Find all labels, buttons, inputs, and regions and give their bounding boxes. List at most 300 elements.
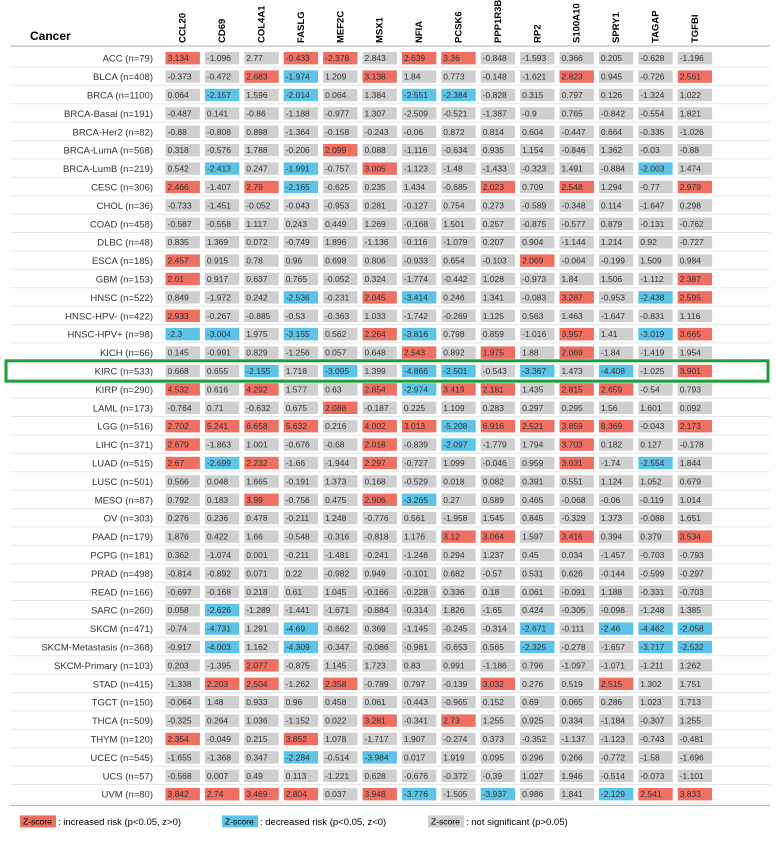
cell-value: 2.979 (679, 182, 701, 192)
cancer-label: KIRP (n=290) (95, 384, 153, 396)
cell-value: 1.014 (679, 494, 701, 505)
cell-value: -1.211 (640, 660, 664, 671)
gene-header: PCSK6 (453, 11, 465, 43)
cell-value: 0.27 (443, 494, 460, 505)
cell-value: -0.269 (443, 310, 468, 321)
cell-value: -1.123 (600, 734, 626, 744)
cell-value: -4.731 (206, 623, 232, 634)
cell-value: -0.828 (482, 90, 507, 100)
cell-value: 0.257 (482, 218, 504, 229)
cell-value: -4.003 (206, 642, 232, 652)
cell-value: -0.977 (325, 108, 350, 119)
cell-value: 1.794 (522, 439, 544, 450)
cell-value: 2.804 (285, 789, 307, 800)
cell-value: 2.018 (364, 439, 386, 450)
cancer-label: SKCM-Primary (n=103) (54, 660, 153, 672)
cell-value: -1.101 (679, 770, 704, 781)
cancer-label: BRCA-LumA (n=568) (63, 145, 153, 157)
cell-value: 1.907 (403, 734, 426, 744)
cell-value: 1.036 (246, 715, 268, 726)
cell-value: -3.095 (325, 366, 350, 376)
cell-value: 0.281 (364, 200, 386, 211)
cell-value: -1.974 (285, 71, 310, 82)
cell-value: 3.852 (285, 734, 307, 744)
cell-value: -0.086 (364, 642, 389, 652)
cell-value: 0.315 (522, 90, 544, 100)
cell-value: 2.264 (364, 329, 386, 340)
cancer-label: BRCA-Her2 (n=82) (72, 127, 153, 139)
legend-swatch-label: Z-score (23, 816, 52, 827)
cell-value: -1.188 (285, 108, 310, 119)
cancer-label: BRCA-LumB (n=219) (62, 164, 153, 176)
cell-value: 0.205 (600, 53, 623, 64)
cell-value: 0.318 (167, 145, 189, 156)
cell-value: 0.088 (364, 145, 386, 156)
cell-value: -2.46 (600, 623, 621, 634)
cancer-label: PCPG (n=181) (90, 550, 153, 562)
cell-value: 2.815 (561, 384, 583, 395)
cancer-label: SKCM-Metastasis (n=368) (41, 642, 153, 654)
cell-value: 0.872 (443, 126, 465, 137)
cell-value: 0.797 (561, 90, 583, 100)
cell-value: -0.231 (325, 292, 350, 303)
cell-value: 0.001 (246, 550, 268, 560)
cell-value: -0.098 (600, 605, 626, 616)
cell-value: 1.373 (600, 513, 623, 524)
cell-value: -1.026 (679, 126, 704, 137)
cell-value: -0.86 (246, 108, 266, 119)
cell-value: -0.068 (561, 494, 586, 505)
cell-value: 0.247 (246, 163, 268, 174)
cell-value: 1.751 (679, 678, 701, 689)
cell-value: 4.292 (246, 384, 268, 395)
cell-value: 1.718 (285, 366, 307, 376)
cell-value: -0.568 (167, 770, 192, 781)
cell-value: 1.651 (679, 513, 701, 524)
cell-value: 0.71 (206, 402, 224, 413)
cell-value: 1.291 (246, 623, 268, 634)
cell-value: -0.587 (167, 218, 192, 229)
cell-value: 0.082 (482, 476, 504, 487)
cell-value: 1.435 (522, 384, 544, 395)
cell-value: -2.532 (679, 642, 704, 652)
cell-value: -2.129 (600, 789, 626, 800)
cell-value: 1.463 (561, 310, 583, 321)
cell-value: -0.148 (482, 71, 507, 82)
cell-value: -0.168 (403, 218, 429, 229)
cell-value: -0.373 (167, 71, 192, 82)
cell-value: -0.733 (167, 200, 192, 211)
cell-value: 3.99 (246, 494, 263, 505)
cell-value: -1.48 (443, 163, 463, 174)
cancer-label: KICH (n=66) (99, 348, 153, 360)
cell-value: -1.248 (403, 550, 429, 560)
cell-value: -0.116 (403, 237, 428, 248)
cell-value: -2.551 (403, 90, 429, 100)
cell-value: 1.41 (600, 329, 618, 340)
cell-value: -1.184 (600, 715, 626, 726)
cell-value: 0.294 (443, 550, 465, 560)
cell-value: -4.866 (403, 366, 429, 376)
cell-value: 0.113 (285, 770, 307, 781)
cell-value: 1.577 (285, 384, 307, 395)
cell-value: -3.937 (482, 789, 507, 800)
cell-value: -0.481 (679, 734, 704, 744)
cell-value: -0.514 (325, 752, 350, 763)
cell-value: -2.671 (522, 623, 547, 634)
cell-value: 1.209 (325, 71, 347, 82)
cell-value: 2.069 (561, 347, 583, 358)
cell-value: 0.391 (522, 476, 544, 487)
cell-value: 0.298 (679, 200, 701, 211)
cell-value: 0.69 (522, 697, 539, 708)
cell-value: 0.589 (482, 494, 504, 505)
cell-value: -1.958 (443, 513, 468, 524)
cell-value: -0.363 (325, 310, 350, 321)
cell-value: 0.96 (285, 255, 303, 266)
cell-value: 0.904 (522, 237, 544, 248)
cell-value: 1.844 (679, 458, 701, 468)
cell-value: 1.975 (482, 347, 504, 358)
cell-value: -0.808 (206, 126, 232, 137)
cell-value: -2.155 (246, 366, 271, 376)
cell-value: -1.621 (522, 71, 547, 82)
cell-value: -0.77 (640, 182, 660, 192)
cell-value: 0.96 (285, 697, 303, 708)
cell-value: -0.726 (640, 71, 665, 82)
cell-value: 1.896 (325, 237, 347, 248)
cell-value: 1.176 (403, 531, 426, 542)
cell-value: -0.043 (285, 200, 310, 211)
cell-value: 0.064 (167, 90, 189, 100)
cell-value: -0.68 (325, 439, 345, 450)
cell-value: 3.901 (679, 366, 701, 376)
cell-value: -0.776 (364, 513, 389, 524)
cell-value: 3.005 (364, 163, 386, 174)
cell-value: -1.991 (285, 163, 310, 174)
cell-value: 2.203 (206, 678, 229, 689)
cell-value: -0.178 (679, 439, 704, 450)
cell-value: 0.048 (206, 476, 229, 487)
cell-value: 1.385 (679, 605, 701, 616)
cell-value: 2.023 (482, 182, 504, 192)
cell-value: -1.137 (561, 734, 586, 744)
cell-value: -0.846 (561, 145, 586, 156)
cell-value: 2.679 (167, 439, 189, 450)
cell-value: 0.551 (561, 476, 583, 487)
cell-value: 3.281 (364, 715, 386, 726)
cell-value: -1.256 (285, 347, 310, 358)
cell-value: 0.765 (285, 274, 307, 284)
cell-value: 1.145 (325, 660, 347, 671)
cell-value: -3.816 (403, 329, 429, 340)
cell-value: -0.39 (482, 770, 503, 781)
cell-value: 0.798 (443, 329, 465, 340)
cell-value: 1.88 (522, 347, 539, 358)
cell-value: 0.879 (600, 218, 623, 229)
cell-value: -0.548 (285, 531, 310, 542)
cancer-label: LAML (n=173) (92, 403, 153, 415)
cell-value: -0.74 (167, 623, 187, 634)
cell-value: 0.276 (167, 513, 189, 524)
cell-value: -0.274 (443, 734, 468, 744)
cell-value: 2.173 (679, 421, 701, 432)
cell-value: 1.56 (600, 402, 618, 413)
cell-value: -0.521 (443, 108, 468, 119)
cell-value: -2.3 (167, 329, 183, 340)
cell-value: 0.679 (679, 476, 701, 487)
cell-value: 6.916 (482, 421, 504, 432)
cell-value: -1.144 (561, 237, 586, 248)
cell-value: -0.772 (600, 752, 626, 763)
cell-value: 1.033 (364, 310, 386, 321)
cell-value: -0.472 (206, 71, 232, 82)
cell-value: -1.145 (403, 623, 429, 634)
cell-value: 0.126 (600, 90, 623, 100)
cell-value: 1.052 (640, 476, 662, 487)
cell-value: -1.123 (403, 163, 429, 174)
cell-value: -0.073 (640, 770, 665, 781)
cell-value: -0.064 (167, 697, 192, 708)
cell-value: -4.309 (285, 642, 310, 652)
cell-value: -1.221 (325, 770, 350, 781)
cell-value: 1.509 (640, 255, 662, 266)
cell-value: -0.632 (246, 402, 271, 413)
cell-value: -0.577 (561, 218, 586, 229)
cancer-label: BRCA-Basal (n=191) (64, 108, 153, 120)
cell-value: 2.358 (325, 678, 347, 689)
cell-value: -0.278 (561, 642, 586, 652)
cell-value: -0.103 (482, 255, 507, 266)
cell-value: -0.973 (522, 274, 547, 284)
cell-value: 3.013 (403, 421, 426, 432)
cell-value: -0.199 (600, 255, 626, 266)
cell-value: 0.814 (482, 126, 504, 137)
cell-value: 1.66 (246, 531, 263, 542)
cancer-label: READ (n=166) (90, 587, 153, 599)
cell-value: 0.49 (246, 770, 263, 781)
cell-value: -0.243 (364, 126, 389, 137)
cell-value: -0.348 (561, 200, 586, 211)
cell-value: 0.561 (403, 513, 426, 524)
legend-label-decreased: : decreased risk (p<0.05, z<0) (260, 816, 387, 828)
cell-value: -0.228 (403, 586, 429, 597)
cancer-label: UCEC (n=545) (90, 752, 153, 764)
cell-value: -1.387 (482, 108, 507, 119)
cell-value: 0.63 (325, 384, 342, 395)
cancer-label: HNSC (n=522) (90, 292, 153, 304)
cell-value: 3.416 (561, 531, 583, 542)
cell-value: -0.875 (285, 660, 310, 671)
cell-value: 0.83 (403, 660, 421, 671)
cell-value: 0.566 (167, 476, 189, 487)
cell-value: 1.596 (246, 90, 268, 100)
cell-value: 0.215 (246, 734, 268, 744)
cell-value: 2.504 (246, 678, 268, 689)
cell-value: 0.243 (285, 218, 307, 229)
cell-value: -1.58 (640, 752, 660, 763)
cell-value: 0.604 (522, 126, 544, 137)
cell-value: -0.848 (482, 53, 507, 64)
cell-value: -0.9 (522, 108, 537, 119)
cell-value: 2.521 (522, 421, 544, 432)
cell-value: 2.232 (246, 458, 268, 468)
cell-value: 3.534 (679, 531, 701, 542)
cell-value: -1.136 (364, 237, 389, 248)
cell-value: 1.84 (403, 71, 421, 82)
cell-value: 1.399 (364, 366, 386, 376)
cell-value: 0.216 (325, 421, 347, 432)
cell-value: -0.297 (679, 568, 704, 579)
cell-value: 1.294 (600, 182, 623, 192)
cell-value: 2.387 (679, 274, 701, 284)
cell-value: -2.058 (679, 623, 704, 634)
cell-value: -0.433 (285, 53, 310, 64)
cell-value: -1.593 (522, 53, 547, 64)
cell-value: 0.478 (246, 513, 268, 524)
cell-value: 1.302 (640, 678, 662, 689)
cell-value: 1.48 (206, 697, 224, 708)
gene-header: RP2 (532, 24, 544, 43)
cell-value: 1.491 (561, 163, 583, 174)
cell-value: -0.325 (167, 715, 192, 726)
cell-value: -0.241 (364, 550, 389, 560)
cell-value: -1.972 (206, 292, 232, 303)
cell-value: -0.316 (325, 531, 350, 542)
cell-value: -0.052 (325, 274, 350, 284)
cell-value: 2.548 (561, 182, 583, 192)
gene-header: PPP1R3B (492, 0, 504, 43)
cell-value: 3.064 (482, 531, 504, 542)
cell-value: 1.369 (206, 237, 229, 248)
row-header-title: Cancer (30, 29, 71, 43)
cell-value: -0.168 (206, 586, 232, 597)
cell-value: -1.66 (285, 458, 306, 468)
cell-value: 1.262 (679, 660, 701, 671)
cell-value: 3.138 (364, 71, 386, 82)
cell-value: 4.532 (167, 384, 189, 395)
cell-value: -1.096 (206, 53, 232, 64)
cell-value: -0.046 (482, 458, 507, 468)
cell-value: -0.206 (285, 145, 310, 156)
cell-value: 2.541 (640, 789, 662, 800)
cell-value: -0.191 (285, 476, 310, 487)
cell-value: 1.099 (443, 458, 465, 468)
cell-value: -3.155 (285, 329, 310, 340)
cell-value: 1.307 (364, 108, 386, 119)
cell-value: 2.077 (246, 660, 268, 671)
cell-value: 1.248 (325, 513, 347, 524)
cell-value: -0.953 (600, 292, 626, 303)
cell-value: 2.466 (167, 182, 189, 192)
cancer-label: LGG (n=516) (97, 421, 153, 433)
cell-value: -1.248 (640, 605, 665, 616)
cell-value: 0.334 (561, 715, 583, 726)
cell-value: 0.796 (522, 660, 544, 671)
cell-value: -0.211 (285, 513, 310, 524)
cell-value: 2.01 (167, 274, 185, 284)
cell-value: -2.699 (206, 458, 232, 468)
cell-value: 0.563 (522, 310, 544, 321)
cell-value: 2.099 (325, 145, 347, 156)
cancer-label: UVM (n=80) (101, 789, 153, 801)
cell-value: -2.157 (206, 90, 232, 100)
cell-value: 0.366 (561, 53, 583, 64)
cell-value: -0.245 (443, 623, 468, 634)
cell-value: -0.814 (167, 568, 192, 579)
cell-value: 0.945 (600, 71, 623, 82)
cell-value: 2.823 (561, 71, 583, 82)
cell-value: 1.373 (325, 476, 347, 487)
cell-value: 3.134 (167, 53, 189, 64)
gene-header: SPRY1 (611, 12, 623, 43)
cell-value: 0.225 (403, 402, 426, 413)
cell-value: 1.255 (679, 715, 701, 726)
cell-value: 0.273 (482, 200, 504, 211)
cell-value: -1.116 (403, 145, 428, 156)
cell-value: 0.235 (364, 182, 386, 192)
gene-header: MEF2C (335, 10, 347, 43)
cell-value: 0.898 (246, 126, 268, 137)
cell-value: -0.347 (325, 642, 350, 652)
cell-value: 0.616 (206, 384, 229, 395)
cell-value: -0.529 (403, 476, 429, 487)
cell-value: 1.545 (482, 513, 504, 524)
cell-value: 0.949 (364, 568, 386, 579)
cell-value: 0.058 (167, 605, 189, 616)
cell-value: 0.991 (443, 660, 465, 671)
cell-value: 0.127 (640, 439, 662, 450)
cell-value: 0.092 (679, 402, 701, 413)
cell-value: -0.442 (443, 274, 468, 284)
cell-value: 1.919 (443, 752, 465, 763)
cell-value: 0.276 (522, 678, 544, 689)
cell-value: 0.917 (206, 274, 229, 284)
cell-value: 0.246 (443, 292, 465, 303)
cell-value: -1.074 (206, 550, 232, 560)
cell-value: -0.634 (443, 145, 468, 156)
legend-swatch-label: Z-score (225, 816, 254, 827)
cell-value: -0.335 (640, 126, 665, 137)
cell-value: -0.628 (640, 53, 665, 64)
cell-value: 0.754 (443, 200, 465, 211)
cell-value: 1.255 (482, 715, 504, 726)
cell-value: 0.682 (443, 568, 465, 579)
cell-value: 2.659 (600, 384, 623, 395)
cell-value: -0.144 (600, 568, 626, 579)
cell-value: 2.639 (403, 53, 426, 64)
cancer-label: MESO (n=87) (94, 495, 153, 507)
cell-value: -0.789 (364, 678, 389, 689)
cell-value: -1.262 (285, 678, 310, 689)
cell-value: -1.097 (561, 660, 586, 671)
cell-value: -0.917 (167, 642, 192, 652)
cell-value: -0.653 (443, 642, 468, 652)
cell-value: 0.286 (600, 697, 623, 708)
cell-value: 2.79 (246, 182, 263, 192)
cancer-label: TGCT (n=150) (91, 697, 153, 709)
cell-value: 0.933 (246, 697, 268, 708)
cancer-label: ESCA (n=185) (92, 256, 153, 268)
cell-value: -0.793 (679, 550, 704, 560)
cancer-label: KIRC (n=533) (94, 366, 153, 378)
cell-value: 1.237 (482, 550, 504, 560)
cell-value: -0.314 (482, 623, 507, 634)
cell-value: -1.944 (325, 458, 350, 468)
cancer-label: PAAD (n=179) (92, 532, 153, 544)
cell-value: -0.885 (246, 310, 271, 321)
gene-header: TGFBI (689, 14, 701, 43)
